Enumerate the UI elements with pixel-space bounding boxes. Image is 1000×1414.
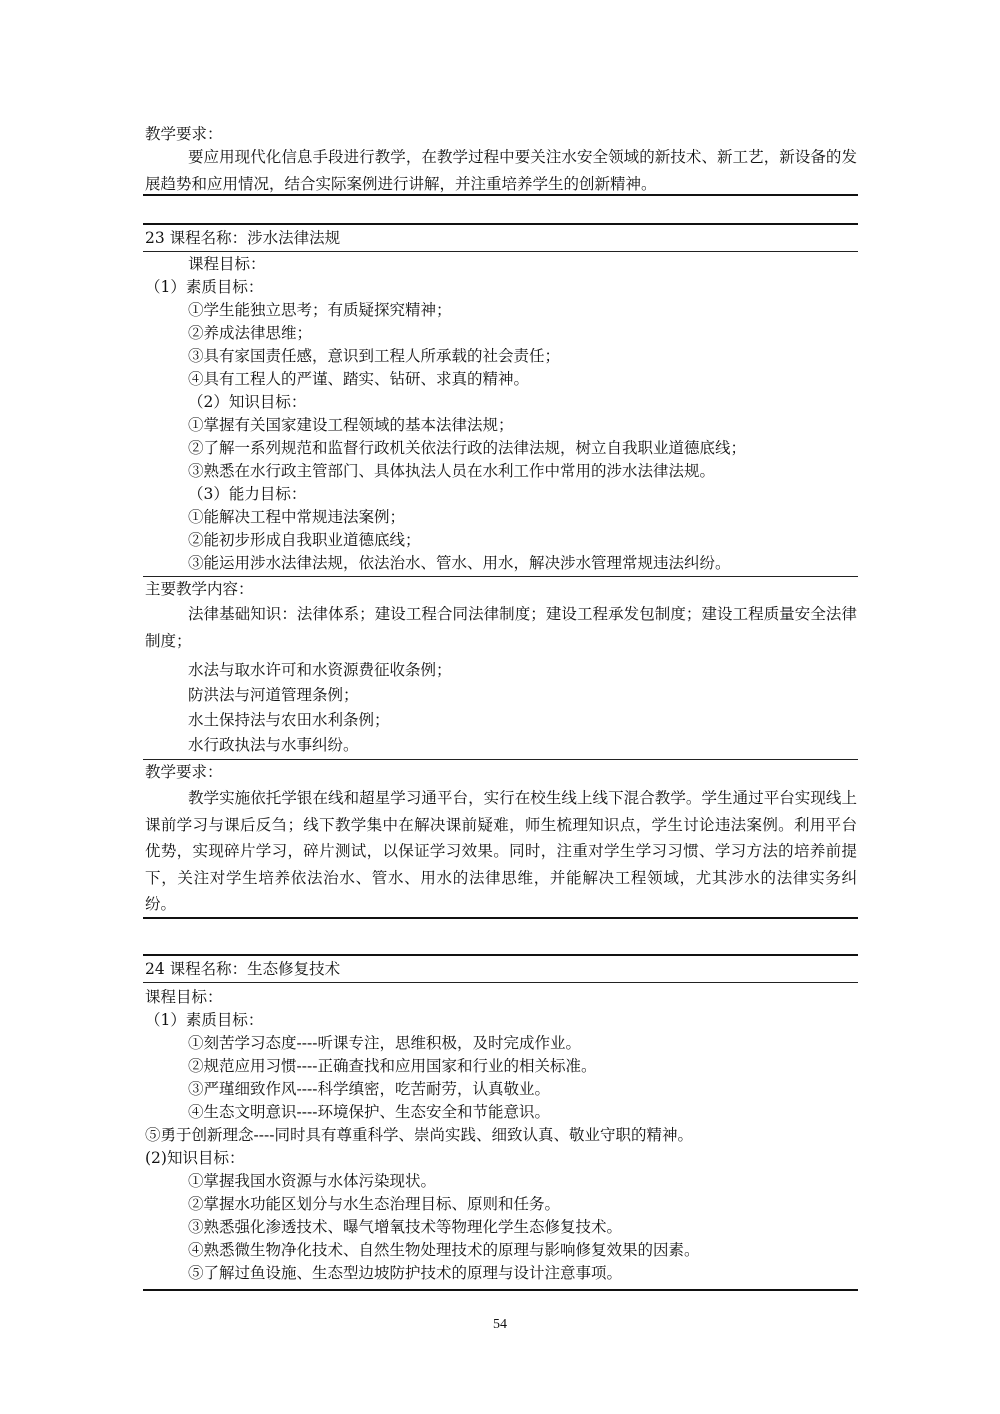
divider bbox=[143, 759, 858, 760]
course23-ability-heading: （3）能力目标： bbox=[188, 485, 307, 503]
course23-ability-item: ③能运用涉水法律法规，依法治水、管水、用水，解决涉水管理常规违法纠纷。 bbox=[188, 554, 731, 572]
top-requirements-paragraph: 要应用现代化信息手段进行教学，在教学过程中要关注水安全领域的新技术、新工艺，新设备的发展趋势和应用情况，结合实际案例进行讲解，并注重培养学生的创新精神。 bbox=[145, 148, 857, 193]
course24-knowledge-item: ③熟悉强化渗透技术、曝气增氧技术等物理化学生态修复技术。 bbox=[188, 1218, 623, 1236]
course23-content-item: 水法与取水许可和水资源费征收条例； bbox=[188, 661, 452, 679]
course23-knowledge-item: ②了解一系列规范和监督行政机关依法行政的法律法规，树立自我职业道德底线； bbox=[188, 439, 747, 457]
course23-requirements-paragraph: 教学实施依托学银在线和超星学习通平台，实行在校生线上线下混合教学。学生通过平台实现线上课前学习与课后反刍；线下教学集中在解决课前疑难，师生梳理知识点，学生讨论违法案例。利用平台优势，实现碎片学习，碎片测试，以保证学习效果。同时，注重对学生学习习惯、学习方法的培养前提下，关注对学生培养依法治水、管水、用水的法律思维，并能解决工程领域，尤其涉水的法律实务纠纷。 bbox=[145, 789, 857, 913]
course23-content-heading: 主要教学内容： bbox=[145, 580, 254, 598]
course23-quality-item: ④具有工程人的严谨、踏实、钻研、求真的精神。 bbox=[188, 370, 530, 388]
course23-goals-heading: 课程目标： bbox=[188, 255, 266, 273]
course23-quality-heading: （1）素质目标： bbox=[145, 278, 264, 296]
page-number: 54 bbox=[493, 1317, 507, 1332]
divider bbox=[143, 576, 858, 577]
course23-title: 23 课程名称：涉水法律法规 bbox=[145, 229, 341, 247]
course23-knowledge-item: ①掌握有关国家建设工程领域的基本法律法规； bbox=[188, 416, 514, 434]
course24-knowledge-item: ②掌握水功能区划分与水生态治理目标、原则和任务。 bbox=[188, 1195, 561, 1213]
course24-quality-heading: （1）素质目标： bbox=[145, 1011, 264, 1029]
course23-knowledge-heading: （2）知识目标： bbox=[188, 393, 307, 411]
course24-goals-heading: 课程目标： bbox=[145, 988, 223, 1006]
course23-quality-item: ②养成法律思维； bbox=[188, 324, 313, 342]
course23-content-item: 水行政执法与水事纠纷。 bbox=[188, 736, 359, 754]
divider bbox=[143, 194, 858, 196]
course24-quality-item: ⑤勇于创新理念----同时具有尊重科学、崇尚实践、细致认真、敬业守职的精神。 bbox=[145, 1126, 693, 1144]
course23-content-item: 水土保持法与农田水利条例； bbox=[188, 711, 390, 729]
course23-ability-item: ②能初步形成自我职业道德底线； bbox=[188, 531, 421, 549]
divider bbox=[143, 223, 858, 225]
divider bbox=[143, 982, 858, 983]
divider bbox=[143, 1289, 858, 1291]
course24-title: 24 课程名称：生态修复技术 bbox=[145, 960, 341, 978]
course23-content-paragraph: 法律基础知识：法律体系；建设工程合同法律制度；建设工程承发包制度；建设工程质量安全法律制度； bbox=[145, 605, 857, 650]
divider bbox=[143, 251, 858, 252]
top-requirements-heading: 教学要求： bbox=[145, 125, 223, 143]
course24-knowledge-item: ①掌握我国水资源与水体污染现状。 bbox=[188, 1172, 437, 1190]
course23-content-item: 防洪法与河道管理条例； bbox=[188, 686, 359, 704]
course23-quality-item: ③具有家国责任感，意识到工程人所承载的社会责任； bbox=[188, 347, 561, 365]
course24-knowledge-item: ⑤了解过鱼设施、生态型边坡防护技术的原理与设计注意事项。 bbox=[188, 1264, 623, 1282]
course23-quality-item: ①学生能独立思考；有质疑探究精神； bbox=[188, 301, 452, 319]
course24-quality-item: ④生态文明意识----环境保护、生态安全和节能意识。 bbox=[188, 1103, 550, 1121]
divider bbox=[143, 954, 858, 956]
course24-knowledge-item: ④熟悉微生物净化技术、自然生物处理技术的原理与影响修复效果的因素。 bbox=[188, 1241, 700, 1259]
divider bbox=[143, 917, 858, 919]
course23-ability-item: ①能解决工程中常规违法案例； bbox=[188, 508, 406, 526]
course24-quality-item: ③严瑾细致作风----科学缜密，吃苦耐劳，认真敬业。 bbox=[188, 1080, 550, 1098]
course24-quality-item: ①刻苦学习态度----听课专注，思维积极，及时完成作业。 bbox=[188, 1034, 581, 1052]
course24-knowledge-heading: (2)知识目标： bbox=[145, 1149, 245, 1167]
course23-knowledge-item: ③熟悉在水行政主管部门、具体执法人员在水利工作中常用的涉水法律法规。 bbox=[188, 462, 716, 480]
course23-requirements-heading: 教学要求： bbox=[145, 763, 223, 781]
course24-quality-item: ②规范应用习惯----正确查找和应用国家和行业的相关标准。 bbox=[188, 1057, 597, 1075]
